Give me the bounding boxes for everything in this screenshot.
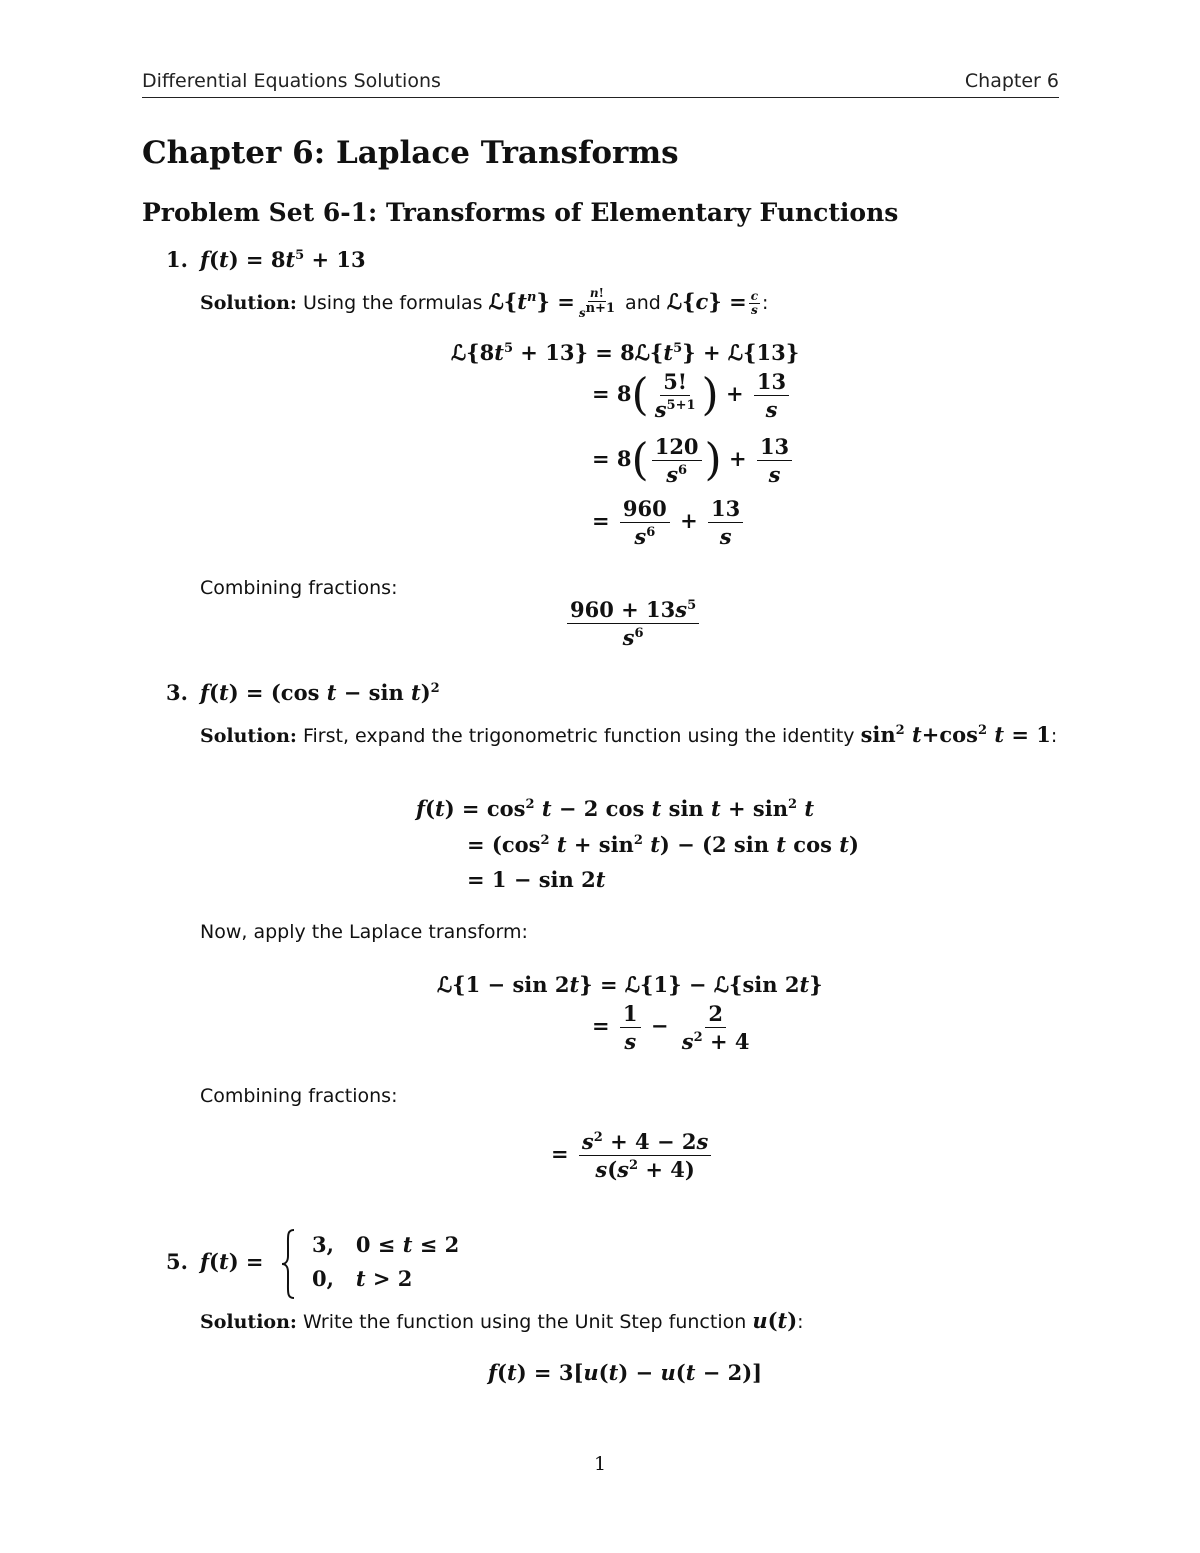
problem-5-number: 5. — [166, 1249, 188, 1274]
p3-apply-text: Now, apply the Laplace transform: — [200, 921, 528, 943]
problem-1-statement: $f(t) = 8t^5 + 13$ — [200, 247, 366, 272]
solution-label: Solution: — [200, 1311, 297, 1333]
problem-1-number: 1. — [166, 247, 188, 272]
p1-eq-line-4: = $\frac{960}{s^6}$ + $\frac{13}{s}$ — [592, 497, 746, 548]
formula-frac-n: $\frac{n!}{s^{n+1}}$ — [578, 286, 615, 320]
p3-final-result: = $\frac{s^2 + 4 - 2s}{s(s^2 + 4)}$ — [551, 1130, 714, 1181]
p3-eq-line-3: = 1 − sin 2t — [467, 867, 606, 892]
solution-text: Using the formulas — [302, 292, 483, 314]
problem-1-solution-line: Solution: Using the formulas $ℒ\{t^n\}$ = $\frac{n!}{s^{n+1}}$ and ℒ{c} = $\frac{c}{s}$ : — [200, 286, 769, 320]
running-header-left: Differential Equations Solutions — [142, 70, 441, 92]
header-rule — [142, 97, 1059, 98]
p1-combining-text: Combining fractions: — [200, 577, 398, 599]
problem-3-statement: f(t) = (cos t − sin t)$^2$ — [200, 680, 440, 705]
piecewise-brace — [280, 1228, 296, 1300]
page-number: 1 — [594, 1453, 607, 1475]
solution-text: Write the function using the Unit Step function — [302, 1311, 747, 1333]
p3-eq-line-1: $f(t) = \cos^2 t - 2$ cos t $\sin t + \sin^2 t$ — [416, 796, 815, 821]
p3-eq-line-5: = $\frac{1}{s}$ − $\frac{2}{s^2 + 4}$ — [592, 1001, 750, 1055]
chapter-title: Chapter 6: Laplace Transforms — [142, 135, 679, 171]
running-header-right: Chapter 6 — [964, 70, 1059, 92]
section-title: Problem Set 6-1: Transforms of Elementary Functions — [142, 198, 899, 227]
p1-eq-line-1: $ℒ\{8t^5 + 13\}$ = $8ℒ\{t^5\}$ + ℒ{13} — [451, 340, 800, 365]
p5-eq-line-1: f(t) = 3[u(t) − u(t − 2)] — [488, 1360, 763, 1385]
piecewise-case-1: 3, 0 ≤ t ≤ 2 — [312, 1232, 460, 1257]
problem-3-number: 3. — [166, 680, 188, 705]
problem-3-solution-line: Solution: First, expand the trigonometric function using the identity $\sin^2 t+\cos^2$ t = 1: — [200, 722, 1058, 747]
p3-eq-line-2: = ($\cos^2$ $t + \sin^2 t) - (2$ sin t cos t) — [467, 832, 859, 857]
problem-5-solution-line: Solution: Write the function using the Unit Step function u(t): — [200, 1308, 804, 1333]
solution-label: Solution: — [200, 292, 297, 314]
problem-5-lhs: f(t) = — [200, 1249, 264, 1274]
p1-eq-line-3: = 8( $\frac{120}{s^6}$ ) + $\frac{13}{s}$ — [592, 435, 795, 486]
p3-eq-line-4: ℒ{1 − sin 2t} = ℒ{1} − ℒ{sin 2t} — [437, 972, 823, 997]
solution-text: First, expand the trigonometric function using the identity — [302, 725, 855, 747]
solution-label: Solution: — [200, 725, 297, 747]
and-text: and — [625, 292, 661, 314]
p1-eq-line-2: = 8( $\frac{5!}{s^{5+1}}$ ) + $\frac{13}{s}$ — [592, 370, 792, 421]
formula-frac-c: $\frac{c}{s}$ — [750, 288, 759, 317]
p1-final-result: $\frac{960 + 13s^5}{s^6}$ — [564, 598, 702, 649]
p3-combining-text: Combining fractions: — [200, 1085, 398, 1107]
piecewise-case-2: 0, t > 2 — [312, 1266, 413, 1291]
